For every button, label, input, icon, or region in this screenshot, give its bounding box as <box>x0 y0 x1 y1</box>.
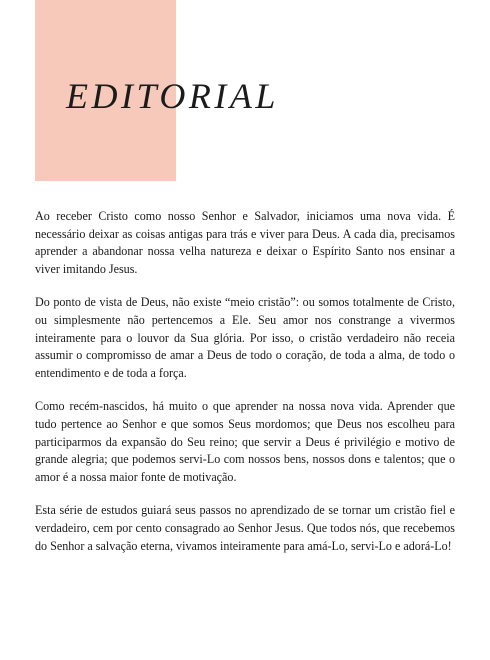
page-title: EDITORIAL <box>66 76 279 116</box>
paragraph: Esta série de estudos guiará seus passos no aprendizado de se tornar um cristão fiel e verdadeiro, cem por cento consagrado ao Senhor Jesus. Que todos nós, que recebemos do Senhor a salvação eterna, vivamos inteiramente para amá-Lo, servi-Lo e adorá-Lo! <box>35 503 455 553</box>
paragraph: Como recém-nascidos, há muito o que aprender na nossa nova vida. Aprender que tudo pertence ao Senhor e que somos Seus mordomos; que Deus nos escolheu para participarmos da expansão do Seu reino; que servir a Deus é privilégio e motivo de grande alegria; que podemos servi-Lo com nossos bens, nossos dons e talentos; que o amor é a nossa maior fonte de motivação. <box>35 399 455 484</box>
paragraph: Do ponto de vista de Deus, não existe “meio cristão”: ou somos totalmente de Cristo, ou simplesmente não pertencemos a Ele. Seu amor nos constrange a vivermos inteiramente para o louvor da Sua glória. Por isso, o cristão verdadeiro não receia assumir o compromisso de amar a Deus de todo o coração, de toda a alma, de todo o entendimento e de toda a força. <box>35 295 455 380</box>
paragraph: Ao receber Cristo como nosso Senhor e Salvador, iniciamos uma nova vida. É necessário deixar as coisas antigas para trás e viver para Deus. A cada dia, precisamos aprender a abandonar nossa velha natureza e deixar o Espírito Santo nos ensinar a viver imitando Jesus. <box>35 209 455 276</box>
editorial-body <box>35 208 455 571</box>
